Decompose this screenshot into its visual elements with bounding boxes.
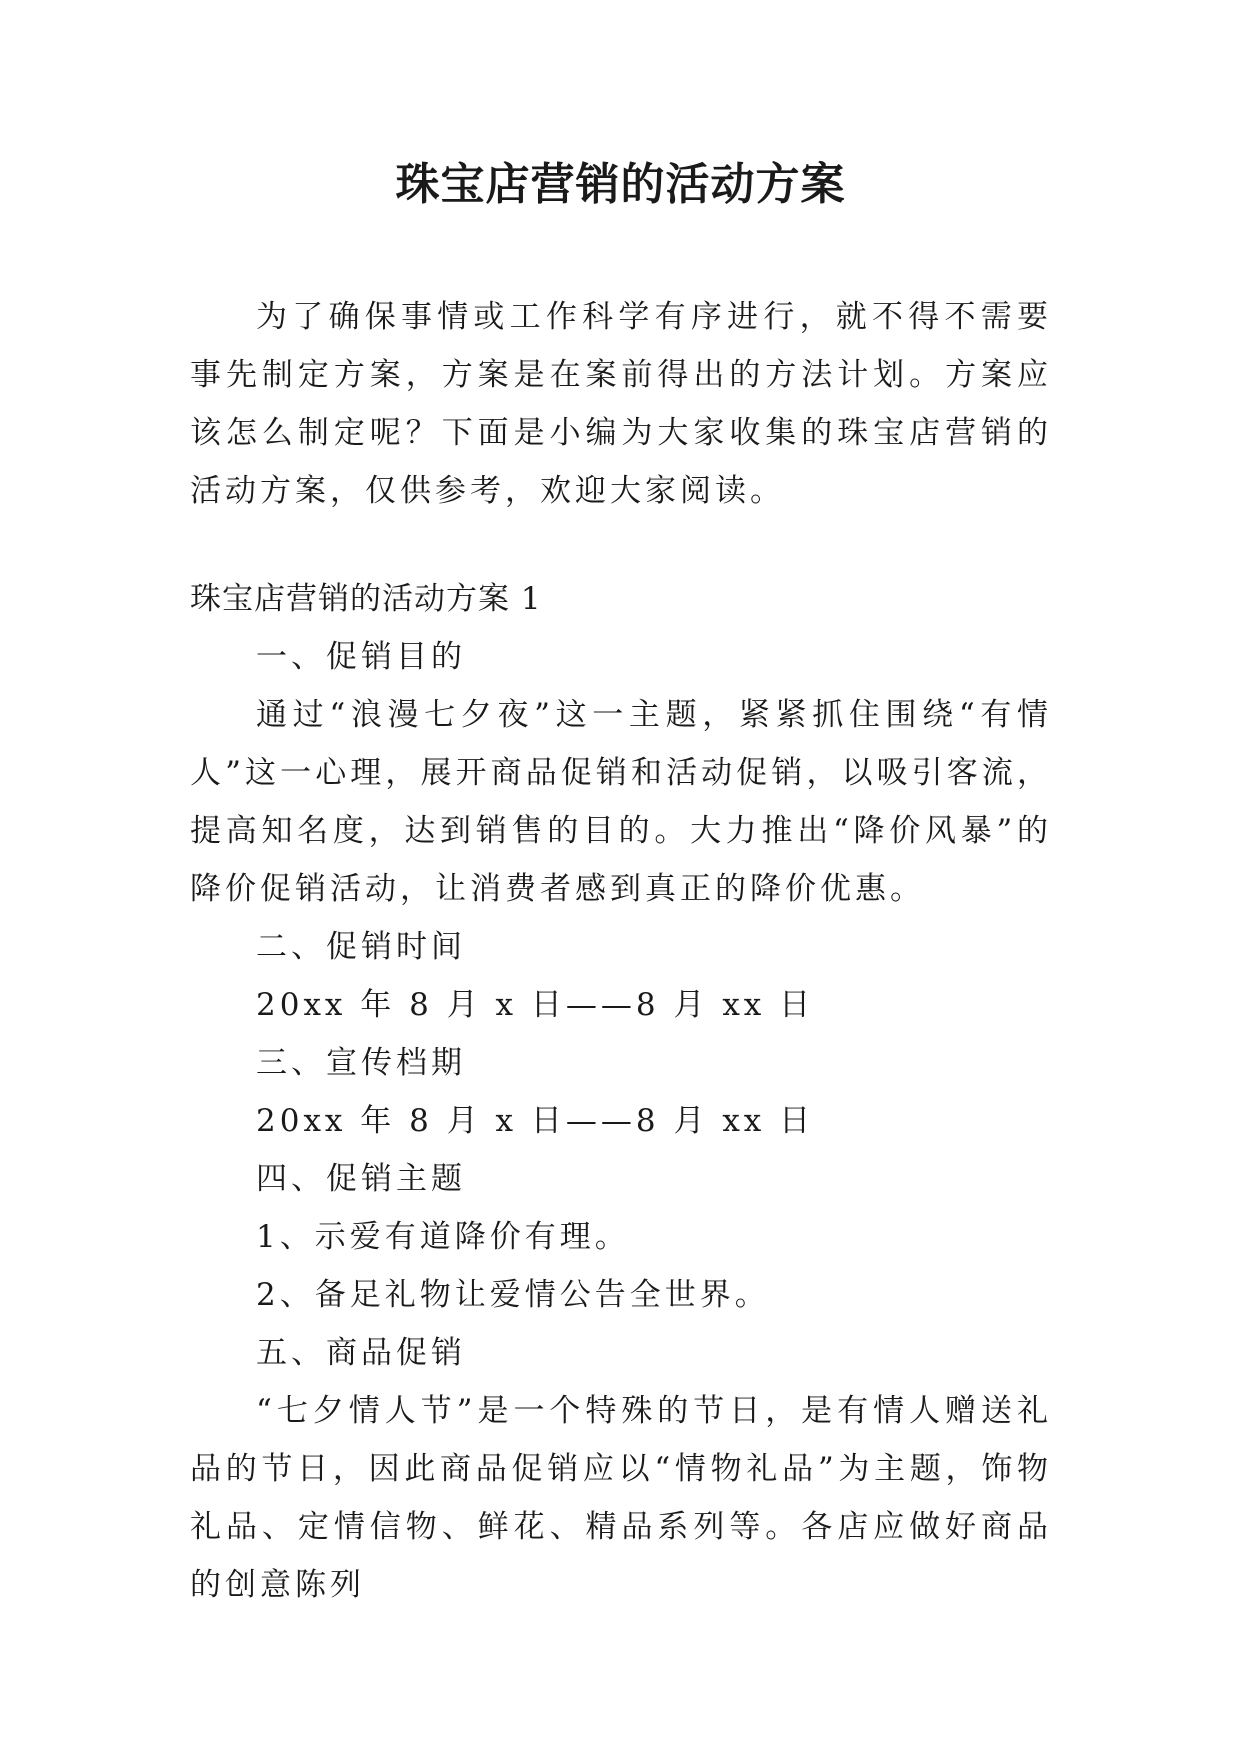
heading-theme: 四、促销主题 bbox=[256, 1161, 466, 1197]
section-title: 珠宝店营销的活动方案 1 bbox=[190, 581, 542, 617]
heading-purpose: 一、促销目的 bbox=[256, 639, 466, 675]
theme-item-2: 2、备足礼物让爱情公告全世界。 bbox=[256, 1277, 770, 1313]
document-title: 珠宝店营销的活动方案 bbox=[395, 159, 846, 210]
paragraph-purpose: 通过“浪漫七夕夜”这一主题，紧紧抓住围绕“有情人”这一心理，展开商品促销和活动促销，以吸引客流，提高知名度，达到销售的目的。大力推出“降价风暴”的降价促销活动，让消费者感到真正的降价优惠。 bbox=[190, 697, 1052, 907]
intro-paragraph: 为了确保事情或工作科学有序进行，就不得不需要事先制定方案，方案是在案前得出的方法计划。方案应该怎么制定呢？下面是小编为大家收集的珠宝店营销的活动方案，仅供参考，欢迎大家阅读。 bbox=[190, 299, 1052, 509]
heading-time: 二、促销时间 bbox=[256, 929, 466, 965]
heading-products: 五、商品促销 bbox=[256, 1335, 466, 1371]
heading-publicity: 三、宣传档期 bbox=[256, 1045, 466, 1081]
theme-item-1: 1、示爱有道降价有理。 bbox=[256, 1219, 630, 1255]
date-range-promotion: 20xx 年 8 月 x 日——8 月 xx 日 bbox=[256, 987, 815, 1023]
paragraph-products: “七夕情人节”是一个特殊的节日，是有情人赠送礼品的节日，因此商品促销应以“情物礼品”为主题，饰物礼品、定情信物、鲜花、精品系列等。各店应做好商品的创意陈列 bbox=[190, 1393, 1052, 1603]
date-range-publicity: 20xx 年 8 月 x 日——8 月 xx 日 bbox=[256, 1103, 815, 1139]
document-body bbox=[190, 288, 1052, 1614]
